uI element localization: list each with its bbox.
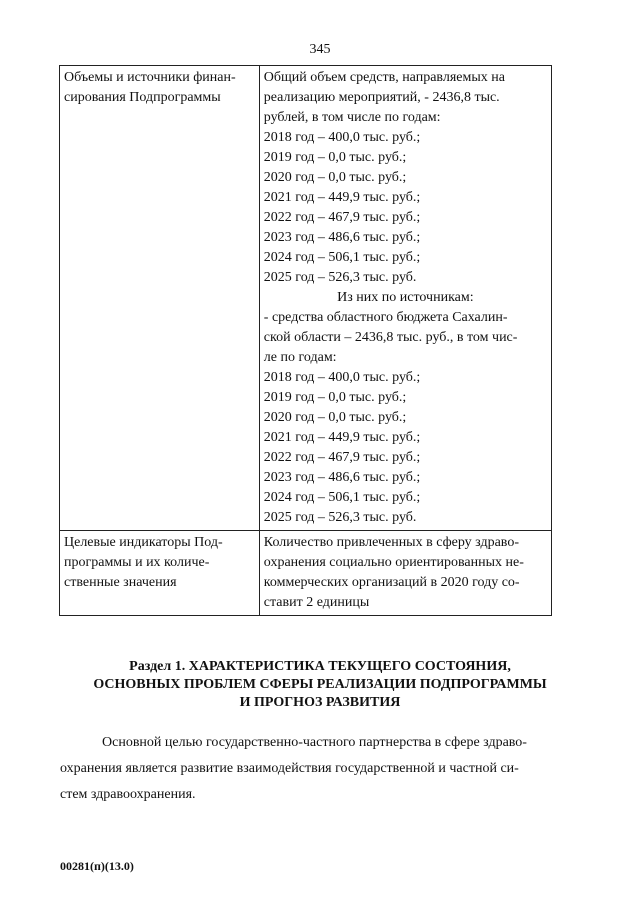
- heading-line: ОСНОВНЫХ ПРОБЛЕМ СФЕРЫ РЕАЛИЗАЦИИ ПОДПРОГРАММЫ: [93, 677, 547, 692]
- text-line: ставит 2 единицы: [263, 595, 370, 610]
- text-line: коммерческих организаций в 2020 году со-: [263, 575, 520, 590]
- text-line: 2020 год – 0,0 тыс. руб.;: [263, 170, 407, 185]
- text-line: 2018 год – 400,0 тыс. руб.;: [263, 130, 421, 145]
- text-line: 2022 год – 467,9 тыс. руб.;: [263, 450, 421, 465]
- text-line: 2024 год – 506,1 тыс. руб.;: [263, 250, 421, 265]
- text-line: 2024 год – 506,1 тыс. руб.;: [263, 490, 421, 505]
- text-line: ле по годам:: [263, 350, 337, 365]
- text-line: 2025 год – 526,3 тыс. руб.: [263, 510, 417, 525]
- row-value: [259, 531, 551, 616]
- table-row: [60, 66, 552, 531]
- text-line: 2022 год – 467,9 тыс. руб.;: [263, 210, 421, 225]
- text-line: Общий объем средств, направляемых на: [263, 70, 505, 85]
- paragraph-line: охранения является развитие взаимодействия государственной и частной си-: [60, 761, 519, 776]
- text-line: 2025 год – 526,3 тыс. руб.: [263, 270, 417, 285]
- table-row: [60, 531, 552, 616]
- paragraph-line: Основной целью государственно-частного партнерства в сфере здраво-: [102, 735, 527, 750]
- text-line: Из них по источникам:: [337, 290, 474, 305]
- heading-line: Раздел 1. ХАРАКТЕРИСТИКА ТЕКУЩЕГО СОСТОЯНИЯ,: [129, 659, 511, 674]
- text-line: 2023 год – 486,6 тыс. руб.;: [263, 470, 421, 485]
- text-line: 2019 год – 0,0 тыс. руб.;: [263, 150, 407, 165]
- text-line: рублей, в том числе по годам:: [263, 110, 441, 125]
- text-line: ской области – 2436,8 тыс. руб., в том чис-: [263, 330, 518, 345]
- page-number: 345: [309, 42, 331, 57]
- text-line: 2023 год – 486,6 тыс. руб.;: [263, 230, 421, 245]
- text-line: реализацию мероприятий, - 2436,8 тыс.: [263, 90, 500, 105]
- row-label: Целевые индикаторы Под-программы и их количе-ственные значения: [60, 531, 260, 616]
- text-line: - средства областного бюджета Сахалин-: [263, 310, 508, 325]
- body-paragraph: [60, 730, 552, 808]
- text-line: 2021 год – 449,9 тыс. руб.;: [263, 190, 421, 205]
- text-line: 2019 год – 0,0 тыс. руб.;: [263, 390, 407, 405]
- row-label: Объемы и источники финан-сирования Подпрограммы: [60, 66, 260, 531]
- text-line: 2020 год – 0,0 тыс. руб.;: [263, 410, 407, 425]
- passport-table: [59, 65, 552, 616]
- text-line: охранения социально ориентированных не-: [263, 555, 524, 570]
- section-heading: [50, 658, 590, 712]
- row-value: [259, 66, 551, 531]
- text-line: 2018 год – 400,0 тыс. руб.;: [263, 370, 421, 385]
- document-code: 00281(п)(13.0): [60, 859, 134, 873]
- paragraph-line: стем здравоохранения.: [60, 787, 196, 802]
- text-line: Количество привлеченных в сферу здраво-: [263, 535, 519, 550]
- heading-line: И ПРОГНОЗ РАЗВИТИЯ: [239, 695, 401, 710]
- text-line: 2021 год – 449,9 тыс. руб.;: [263, 430, 421, 445]
